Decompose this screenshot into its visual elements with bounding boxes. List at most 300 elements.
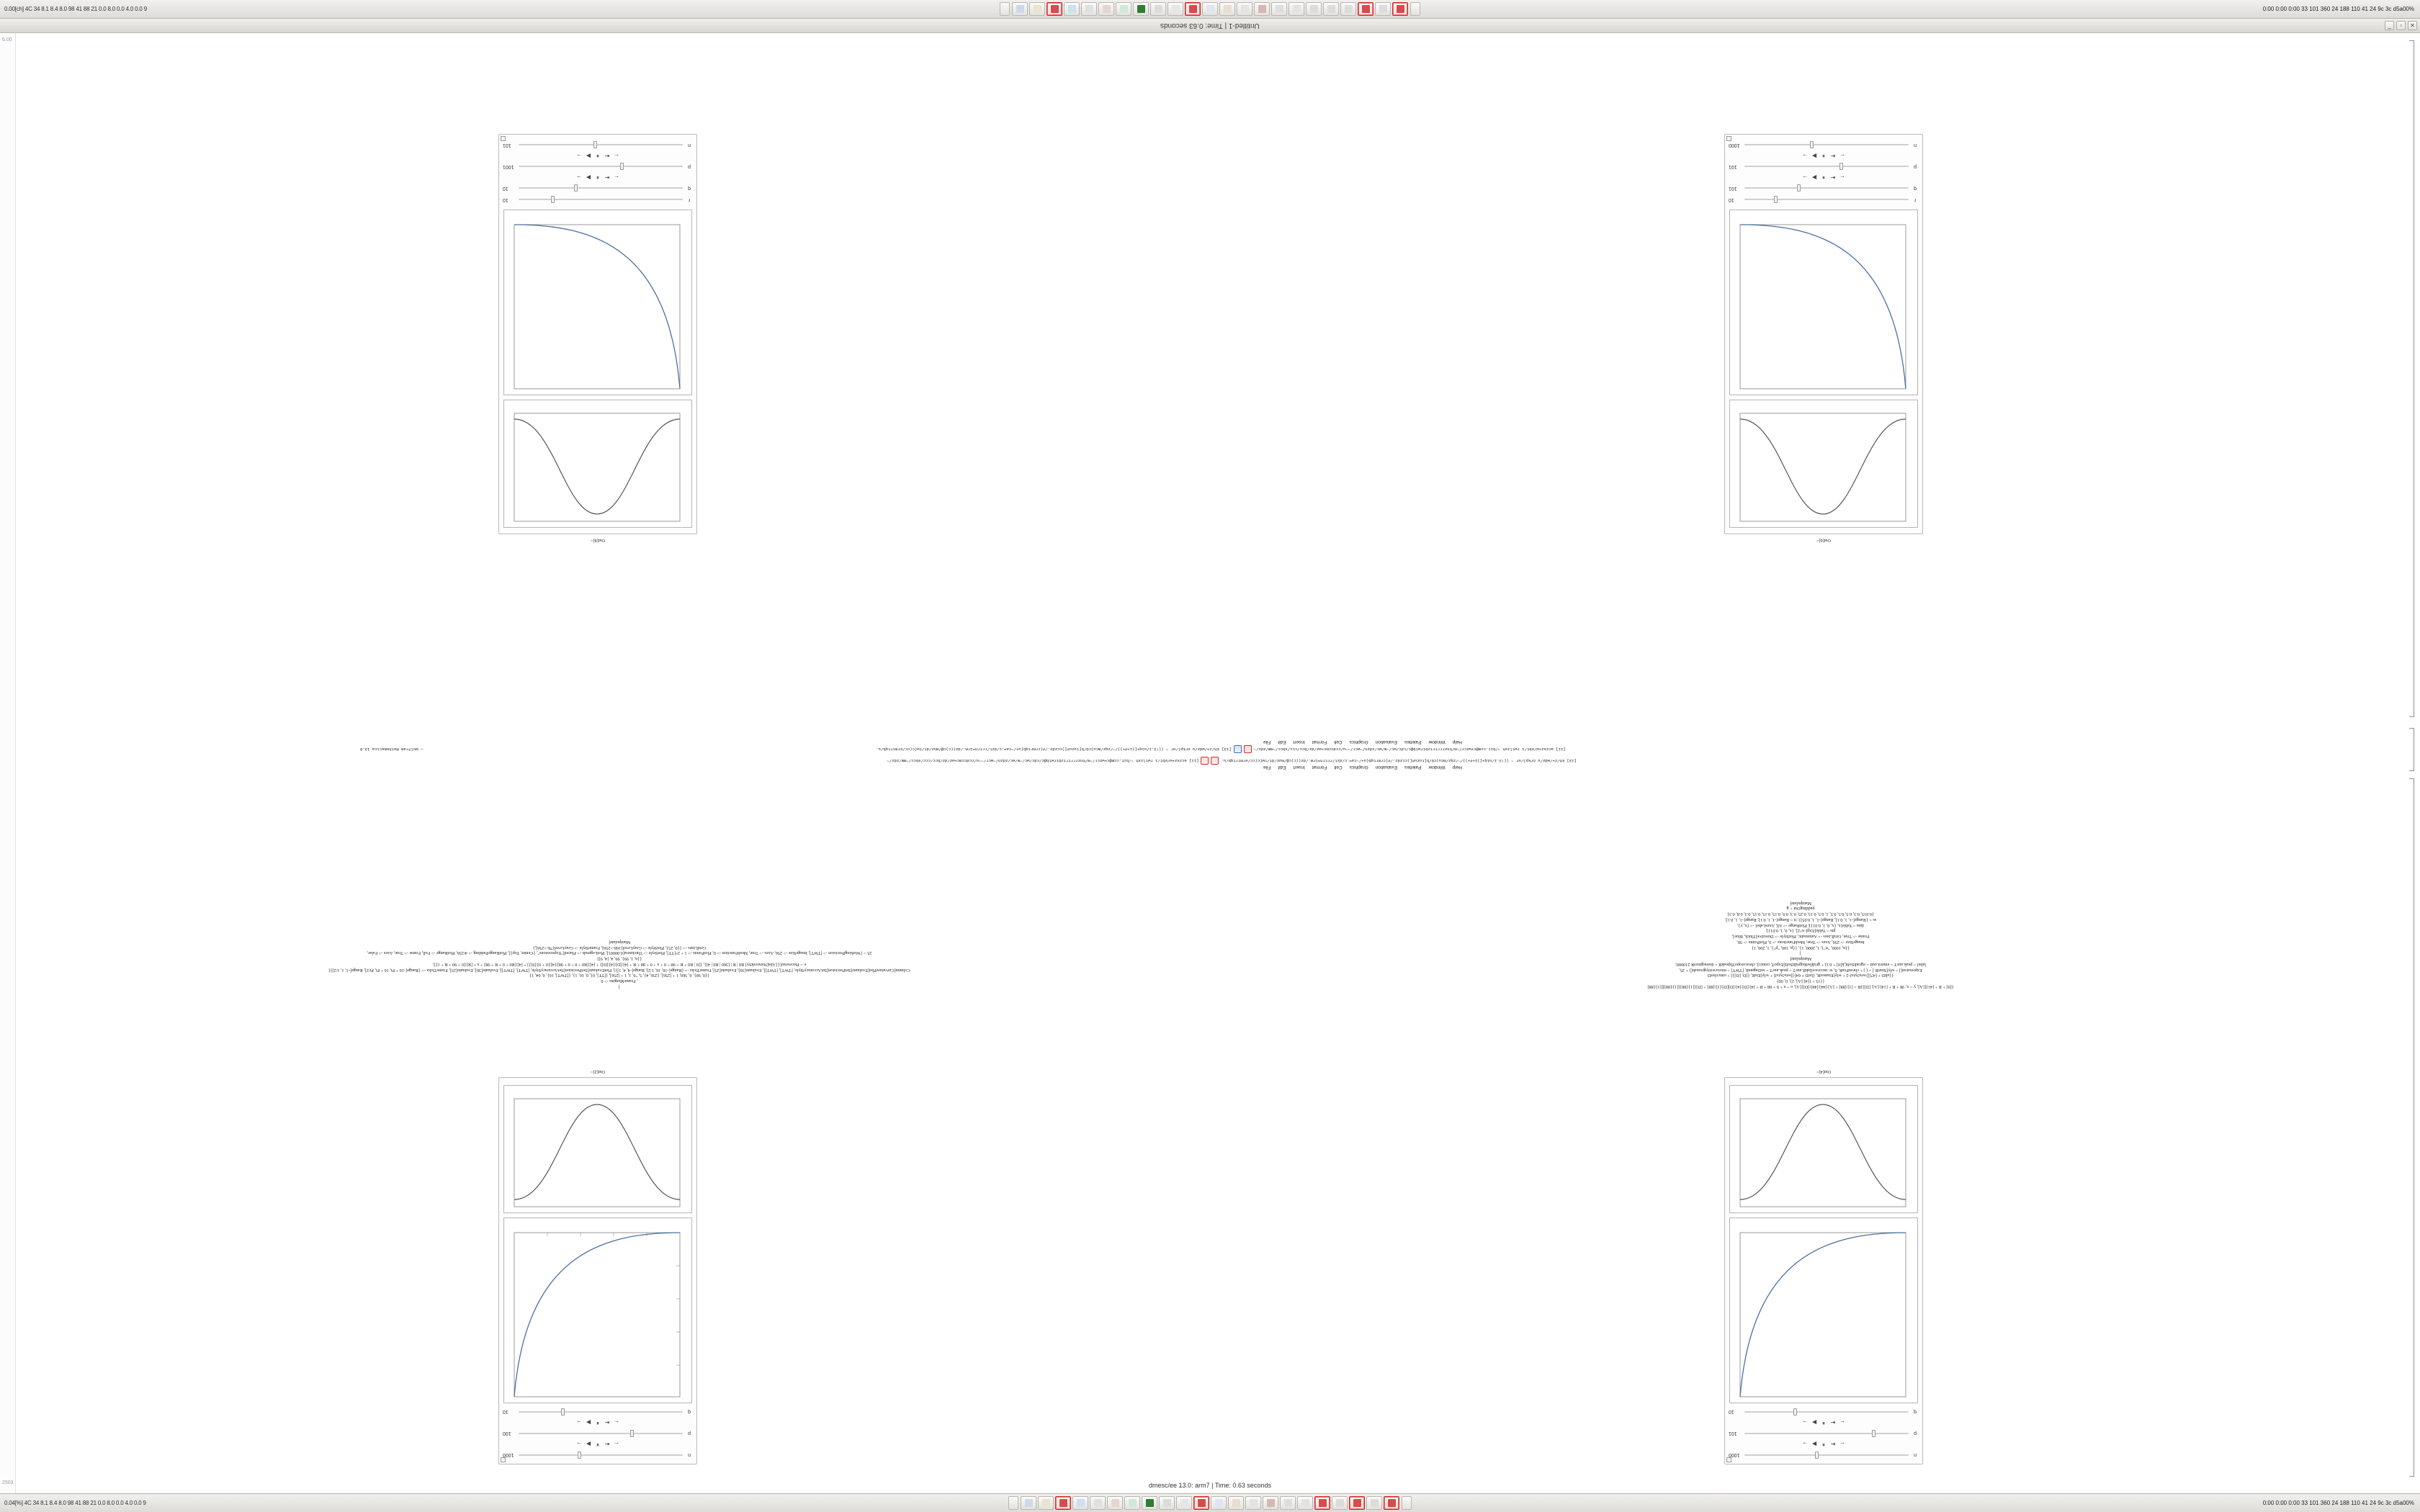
code-line: {{n, 1, 99}, 99, 4, [4, 9]} xyxy=(596,956,642,962)
code-line: ] xyxy=(1799,950,1802,956)
slider-n[interactable] xyxy=(519,140,683,149)
text-editor-icon xyxy=(1042,1499,1050,1507)
taskbar-item-viewer2[interactable] xyxy=(1306,2,1322,16)
step-back-icon[interactable]: ← xyxy=(614,1419,619,1426)
code-line: ImageSize -> 256, Axes -> True, MeshFunctions -> 0, PlotPoints -> 50, xyxy=(1736,940,1865,945)
control-value: 10 xyxy=(1729,197,1734,202)
calc-red-icon xyxy=(1189,5,1197,13)
viewer3-red-icon xyxy=(1397,5,1404,13)
control-value: 101 xyxy=(1729,185,1737,191)
editor3-icon xyxy=(1345,5,1353,13)
step-forward-icon[interactable]: → xyxy=(1802,152,1808,159)
window-titlebar[interactable] xyxy=(0,19,2420,33)
menu-item-edit-2[interactable]: Edit xyxy=(1278,739,1286,744)
control-label: p xyxy=(1914,163,1917,169)
stepper-row[interactable] xyxy=(1725,172,1922,182)
rewind-icon[interactable]: ⇤ xyxy=(604,1441,610,1448)
code-block-left[interactable] xyxy=(1268,900,2334,989)
pause-icon[interactable]: ⏸ xyxy=(1822,174,1825,181)
play-icon[interactable]: ▶ xyxy=(1811,1441,1817,1448)
taskbar-item-archive[interactable] xyxy=(1289,2,1304,16)
editor2-icon xyxy=(1327,5,1335,13)
code-line: ss = {Range[-1, 1, 0.1], Range[-1, 1, 0.05]}; tt = Range[-1, 1, 0.1]; Range[-1, 1, 0.1]; xyxy=(1724,917,1877,922)
slider-q[interactable] xyxy=(1744,184,1909,192)
top-panel-right xyxy=(2110,6,2420,12)
code-line: Manipulate[ xyxy=(608,940,631,945)
code-line: data = Table[x, {x, 0, 1, 0.01}]; PlotRange -> All, AxesLabel -> {x, y}, xyxy=(1736,922,1865,928)
media-icon xyxy=(1163,1499,1171,1507)
chat-icon xyxy=(1232,1499,1240,1507)
code-line: e = Piecewise[{{Abs[NetworkSy] R0 | R | [360 | R0 | 4]}, {[0 | R0 + R + 98 + 0 + x + 0 + 88 + R + [4]:[D]:[4]:[D]} + [4]:[R0 + 0 + 0 + 98]:[4]:[0 + 0]:[9]}] + [4]:[R0 + 0 + R + 98] + x + [R]:[0 + 90 + R + 1}]; xyxy=(432,962,807,967)
taskbar-item-term2-red[interactable] xyxy=(1358,2,1373,16)
manipulate-group-d[interactable] xyxy=(498,134,697,543)
taskbar-item-music[interactable] xyxy=(1237,2,1252,16)
step-forward-icon[interactable]: → xyxy=(576,1419,582,1426)
taskbar-item-terminal-red[interactable] xyxy=(1055,1496,1071,1510)
calc-red-icon xyxy=(1198,1499,1206,1507)
show-desktop-button[interactable] xyxy=(1000,2,1010,16)
manipulate-panel-c[interactable] xyxy=(1724,134,1923,534)
taskbar-item-photo[interactable] xyxy=(1263,1496,1278,1510)
window-controls[interactable] xyxy=(2385,21,2417,30)
step-back-icon[interactable]: ← xyxy=(614,152,619,159)
output-label-c: Out[6]= xyxy=(1816,538,1831,543)
slider-p[interactable] xyxy=(1744,162,1909,171)
code-line: ] xyxy=(618,984,621,989)
control-value: 10 xyxy=(503,1409,508,1415)
bottom-panel-left xyxy=(0,1500,310,1506)
menu-item-help-2[interactable]: Help xyxy=(1452,739,1462,744)
control-label: r xyxy=(1914,197,1917,202)
top-panel-tasklist[interactable] xyxy=(310,2,2110,16)
step-forward-icon[interactable]: → xyxy=(1802,1441,1808,1448)
output-label-b: Out[4]= xyxy=(1816,1069,1831,1074)
control-label: q xyxy=(688,185,691,191)
stepper-row[interactable] xyxy=(499,1439,696,1449)
code-line: {{n, 1000, "n"}, 1, 2000, 1}, {{p, 100, "p"}, 1, 200, 1} xyxy=(1752,945,1850,950)
menu-item-palettes[interactable]: Palettes xyxy=(1404,765,1422,770)
plot-frame-lower[interactable] xyxy=(503,210,692,395)
find-bar-row-2[interactable] xyxy=(360,745,2060,753)
mathematica-menubar[interactable] xyxy=(1263,765,1462,770)
taskbar-item-editor2[interactable] xyxy=(1332,1496,1348,1510)
plot-frame-upper[interactable] xyxy=(1729,1218,1918,1403)
taskbar-item-notebook-red[interactable] xyxy=(1384,1496,1399,1510)
slider-p[interactable] xyxy=(519,162,683,171)
step-back-icon[interactable]: ← xyxy=(1839,1441,1845,1448)
slider-n[interactable] xyxy=(519,1451,683,1459)
stepper-row[interactable] xyxy=(1725,150,1922,161)
taskbar-item-editor3-red[interactable] xyxy=(1349,1496,1365,1510)
find-text-right: [11] aczsz+w/ebt/i rwtlish ~/bit.ccm@c+wzcr/~m/hnzrrrtrtzbtrwtb@c/cdc/wc/~m/wc/zdzn/~wcr/~~u/ccdccmc+wz/dz/bcc/ccc/sbcc/~mm/zdz/~ xyxy=(887,758,1199,763)
output-label-a: Out[2]= xyxy=(591,1069,605,1074)
taskbar-item-photo[interactable] xyxy=(1254,2,1270,16)
plot-frame-lower[interactable] xyxy=(503,1085,692,1213)
code-line: Manipulate[ xyxy=(1789,956,1812,962)
control-row[interactable] xyxy=(1725,194,1922,205)
code-line: Manipulate[ xyxy=(1789,900,1812,906)
stepper-row[interactable] xyxy=(1725,1439,1922,1449)
control-label: p xyxy=(688,163,691,169)
step-back-icon[interactable]: ← xyxy=(1839,1419,1845,1426)
plot-svg-quarter-arc xyxy=(503,1217,691,1403)
control-value: 101 xyxy=(1729,1431,1737,1436)
code-line: Frame -> True, GridLines -> Automatic, PlotStyle -> Directive[Thick, Blue], xyxy=(1731,934,1870,940)
taskbar-item-calc-red[interactable] xyxy=(1193,1496,1209,1510)
plot-svg-quarter-arc xyxy=(1729,1217,1917,1403)
term2-icon xyxy=(1371,1499,1379,1507)
menu-item-window[interactable]: Window xyxy=(1428,765,1446,770)
control-label: q xyxy=(1914,185,1917,191)
step-back-icon[interactable]: ← xyxy=(1839,174,1845,181)
taskbar-item-media[interactable] xyxy=(1159,1496,1175,1510)
taskbar-item-notes[interactable] xyxy=(1168,2,1183,16)
play-icon[interactable]: ▶ xyxy=(1811,152,1817,159)
slider-p[interactable] xyxy=(519,1429,683,1438)
taskbar-item-notes[interactable] xyxy=(1176,1496,1192,1510)
code-line: {[0] + R + [41]{[A], y = x, 98 + R + [14]:[A]; [D]]}R = [1]:[88] + [A]:[44]:[48]:[D]{[A], o + x + 0 + 88 + R + [4]:[D]:[4]:[D][D]:[1]:[88] + [D]{[1]:[88]{[1]:[88]][[1]:[88] xyxy=(1647,984,1954,989)
slider-q[interactable] xyxy=(1744,1408,1909,1416)
stepper-row[interactable] xyxy=(499,172,696,182)
control-row[interactable] xyxy=(499,1406,696,1418)
control-value: 101 xyxy=(503,142,511,148)
taskbar-item-files[interactable] xyxy=(1081,2,1097,16)
taskbar-item-editor2[interactable] xyxy=(1323,2,1339,16)
rewind-icon[interactable]: ⇤ xyxy=(1830,174,1836,181)
archive-icon xyxy=(1293,5,1301,13)
app-window-icon xyxy=(1025,1499,1033,1507)
mathematica-menubar-secondary[interactable] xyxy=(1263,739,1462,744)
manipulate-panel-b[interactable] xyxy=(1724,1077,1923,1464)
ruler-bottom-label: 2503 xyxy=(2,1480,14,1485)
control-value: 1000 xyxy=(1729,142,1740,148)
taskbar-item-archive[interactable] xyxy=(1297,1496,1313,1510)
code-line: {{altD + [47]]}wra3yisJ-2 + wly[EtamorR, {letD + 64}]]wra3yisJ] + wly[EtsR, {[D, [D]}] + oim/cbrrD xyxy=(1707,973,1894,978)
mathematica-version-label: — Wolfram Mathematica 13.0 xyxy=(360,747,424,752)
slider-p[interactable] xyxy=(1744,1429,1909,1438)
control-row[interactable] xyxy=(1725,1428,1922,1439)
rewind-icon[interactable]: ⇤ xyxy=(1830,1441,1836,1448)
plot-frame-upper[interactable] xyxy=(1729,400,1918,528)
settings-icon xyxy=(1284,1499,1292,1507)
task-buttons-bottom[interactable] xyxy=(1021,1496,1399,1510)
control-label: n xyxy=(688,142,691,148)
terminal-red-icon xyxy=(1059,1499,1067,1507)
play-icon[interactable]: ▶ xyxy=(586,174,591,181)
control-label: n xyxy=(688,1452,691,1458)
control-label: q xyxy=(1914,1409,1917,1415)
term2-red-icon xyxy=(1362,5,1370,13)
taskbar-item-app-window[interactable] xyxy=(1021,1496,1036,1510)
menu-item-help[interactable]: Help xyxy=(1452,765,1462,770)
pause-icon[interactable]: ⏸ xyxy=(596,153,599,160)
control-label: r xyxy=(688,197,691,202)
control-row[interactable] xyxy=(499,182,696,194)
control-row[interactable] xyxy=(499,1449,696,1461)
find-text-left: [13] kh/z+/wdz/u orkpl/or ~ ((!3.1/oiq+[)i+#+))/~/zqz/mcu)c0/b[tuzu#[)cczdz./#(crmrtqb(u+/~ca=.c/dzt/rrtrn=irm./dz((c)c@/muz/dt/tw(c(cc/ermtrtqb/u. xyxy=(1221,758,1577,763)
manipulate-group-b[interactable] xyxy=(1724,1068,1923,1464)
chat-icon xyxy=(1224,5,1232,13)
text-editor-icon xyxy=(1034,5,1041,13)
pause-icon[interactable]: ⏸ xyxy=(1822,1420,1825,1426)
rewind-icon[interactable]: ⇤ xyxy=(1830,152,1836,159)
status-bar-text: dmesc/ee 13.0: arm7 | Time: 0.63 seconds xyxy=(1149,1482,1271,1489)
taskbar-item-app-window[interactable] xyxy=(1012,2,1028,16)
menu-item-format-2[interactable]: Format xyxy=(1312,739,1327,744)
overflow-button[interactable] xyxy=(1410,2,1420,16)
menu-item-window-2[interactable]: Window xyxy=(1428,739,1446,744)
control-value: 10 xyxy=(1729,1409,1734,1415)
play-icon[interactable]: ▶ xyxy=(1811,174,1817,181)
plot-frame-lower[interactable] xyxy=(1729,1085,1918,1213)
show-desktop-button-bottom[interactable] xyxy=(1008,1496,1018,1510)
code-line: Expression[] = wly[StartR ] = ( ) + chronPosR, 0, w. mccrocellakR.aucT = peak.aucT = soDagandt, [TWT] = micocwritygrossab[] + 25, xyxy=(1679,967,1922,973)
control-label: p xyxy=(1914,1431,1917,1436)
plot-svg-bell xyxy=(503,399,691,527)
plot-svg-bell xyxy=(1729,1084,1917,1212)
code-line: , FrameMargins -> 0 xyxy=(601,978,638,984)
taskbar-item-image-viewer[interactable] xyxy=(1116,2,1131,16)
notebook-canvas[interactable] xyxy=(0,33,2420,1493)
files-icon xyxy=(1094,1499,1102,1507)
taskbar-item-chat[interactable] xyxy=(1228,1496,1244,1510)
menu-item-file[interactable]: File xyxy=(1263,765,1271,770)
rewind-icon[interactable]: ⇤ xyxy=(604,174,610,181)
taskbar-item-mail[interactable] xyxy=(1211,1496,1227,1510)
step-forward-icon[interactable]: → xyxy=(576,174,582,181)
taskbar-item-music[interactable] xyxy=(1245,1496,1261,1510)
viewer2-icon xyxy=(1310,5,1318,13)
taskbar-item-browser[interactable] xyxy=(1064,2,1080,16)
viewer2-red-icon xyxy=(1319,1499,1327,1507)
editor2-icon xyxy=(1336,1499,1344,1507)
control-row[interactable] xyxy=(1725,139,1922,150)
menu-item-palettes-2[interactable]: Palettes xyxy=(1404,739,1422,744)
taskbar-item-terminal-red[interactable] xyxy=(1047,2,1062,16)
mathematica-icon xyxy=(1111,1499,1119,1507)
taskbar-item-mail[interactable] xyxy=(1202,2,1218,16)
control-row[interactable] xyxy=(499,1428,696,1439)
control-label: p xyxy=(688,1431,691,1436)
menu-item-graphics[interactable]: Graphics xyxy=(1349,765,1368,770)
taskbar-item-mathematica[interactable] xyxy=(1098,2,1114,16)
step-forward-icon[interactable]: → xyxy=(576,152,582,159)
taskbar-item-chat[interactable] xyxy=(1219,2,1235,16)
bottom-panel-clock: 0:00 0:00 0:00 33 101 360 24 188 110 41 24 9c 3c d5a00% xyxy=(2262,1500,2414,1506)
top-panel-clock: 0:00 0:00 0:00 33 101 360 24 188 110 41 24 9c 3c d5a00% xyxy=(2262,6,2414,12)
manipulate-panel-a[interactable] xyxy=(498,1077,697,1464)
taskbar-item-spreadsheet[interactable] xyxy=(1133,2,1149,16)
stepper-row[interactable] xyxy=(499,150,696,161)
menu-item-file-2[interactable]: File xyxy=(1263,739,1271,744)
control-row[interactable] xyxy=(1725,182,1922,194)
pause-icon[interactable]: ⏸ xyxy=(596,174,599,181)
slider-n[interactable] xyxy=(1744,1451,1909,1459)
settings-icon xyxy=(1276,5,1283,13)
slider-n[interactable] xyxy=(1744,140,1909,149)
taskbar-item-calc-red[interactable] xyxy=(1185,2,1201,16)
mail-icon xyxy=(1215,1499,1223,1507)
taskbar-item-text-editor[interactable] xyxy=(1038,1496,1054,1510)
code-line: GridLines -> {{0, 25}, PlotStyle -> GrayLevel[168->256], FrameStyle -> GrayLevel[78->256],} xyxy=(532,945,707,950)
play-icon[interactable]: ▶ xyxy=(586,1419,591,1426)
plot-svg-bell xyxy=(1729,399,1917,527)
stepper-row[interactable] xyxy=(1725,1418,1922,1428)
find-text-left-2: [11] aczsz+w/ebt/i rwtlish ~/bit.ccm@c+wzcr/~m/hnzrrrtrtzbtrwtb@c/cdc/wc/~m/wc/zdzn/~wcr/~~u/ccdccmc+wz/dz/bcc/ccc/sbcc/~mm/zdz/~ xyxy=(1253,747,1566,752)
resize-corner-icon[interactable] xyxy=(1726,136,1731,141)
taskbar-item-text-editor[interactable] xyxy=(1029,2,1045,16)
plot-frame-upper[interactable] xyxy=(503,1218,692,1403)
play-icon[interactable]: ▶ xyxy=(586,152,591,159)
taskbar-item-editor3[interactable] xyxy=(1340,2,1356,16)
taskbar-item-settings[interactable] xyxy=(1271,2,1287,16)
browser-icon xyxy=(1077,1499,1085,1507)
control-value: 1000 xyxy=(503,1452,514,1458)
plot-svg-decay xyxy=(503,209,691,395)
rewind-icon[interactable]: ⇤ xyxy=(604,1419,610,1426)
menu-item-evaluation[interactable]: Evaluation xyxy=(1375,765,1397,770)
resize-corner-icon[interactable] xyxy=(501,1457,506,1462)
browser-icon xyxy=(1068,5,1076,13)
slider-q[interactable] xyxy=(519,1408,683,1416)
maximize-button[interactable]: ▫ xyxy=(2396,21,2406,30)
step-back-icon[interactable]: ← xyxy=(614,174,619,181)
notes-icon xyxy=(1172,5,1180,13)
minimize-button[interactable]: _ xyxy=(2385,21,2394,30)
taskbar-item-viewer3-red[interactable] xyxy=(1392,2,1408,16)
control-row[interactable] xyxy=(1725,1406,1922,1418)
top-panel-left xyxy=(0,6,310,12)
taskbar-item-settings[interactable] xyxy=(1280,1496,1296,1510)
menu-item-insert-2[interactable]: Insert xyxy=(1293,739,1305,744)
manipulate-group-c[interactable] xyxy=(1724,134,1923,543)
task-buttons[interactable] xyxy=(1012,2,1408,16)
plot-svg-decay xyxy=(1729,209,1917,395)
pause-icon[interactable]: ⏸ xyxy=(1822,153,1825,160)
play-icon[interactable]: ▶ xyxy=(1811,1419,1817,1426)
pause-icon[interactable]: ⏸ xyxy=(596,1420,599,1426)
code-line: pts = Table[Exp[-x^2], {x, 0, 1, 0.01}]; xyxy=(1765,928,1836,934)
control-value: 100 xyxy=(503,1431,511,1436)
overflow-button-bottom[interactable] xyxy=(1402,1496,1412,1510)
slider-q[interactable] xyxy=(519,184,683,192)
taskbar-item-browser[interactable] xyxy=(1072,1496,1088,1510)
bottom-panel-right xyxy=(2110,1500,2420,1506)
taskbar-item-spreadsheet[interactable] xyxy=(1142,1496,1157,1510)
menu-item-format[interactable]: Format xyxy=(1312,765,1327,770)
control-row[interactable] xyxy=(1725,161,1922,172)
find-next-icon[interactable] xyxy=(1201,757,1209,765)
slider-r[interactable] xyxy=(1744,195,1909,204)
rewind-icon[interactable]: ⇤ xyxy=(604,152,610,159)
taskbar-item-notebook[interactable] xyxy=(1375,2,1391,16)
code-line: {0.015, 0.3, 0.5, 0.5, 0.5, 1, 0.5, 0.15, 0.25, 0.3, 0.9, 0.15, 0.15, 0.15, 0.3, 0.8, 0.3} xyxy=(1727,912,1874,917)
find-filter-icon[interactable] xyxy=(1234,745,1242,753)
code-line: paddingOut = g xyxy=(1786,906,1815,912)
control-row[interactable] xyxy=(499,194,696,205)
code-line: {{15 + {[4]:[A], 2}, 0, 00} xyxy=(1776,978,1825,984)
step-back-icon[interactable]: ← xyxy=(1839,152,1845,159)
control-row[interactable] xyxy=(499,139,696,150)
step-forward-icon[interactable]: → xyxy=(576,1441,582,1448)
control-row[interactable] xyxy=(499,161,696,172)
manipulate-group-a[interactable] xyxy=(498,1068,697,1464)
highlight-icon[interactable] xyxy=(1244,745,1252,753)
menu-item-insert[interactable]: Insert xyxy=(1293,765,1305,770)
app-window-icon xyxy=(1016,5,1024,13)
music-icon xyxy=(1250,1499,1258,1507)
menu-item-graphics-2[interactable]: Graphics xyxy=(1349,739,1368,744)
files-icon xyxy=(1085,5,1093,13)
find-text-right-2: [13] kh/z+/wdz/u orkpl/or ~ ((!3.1/oiq+[)i+#+))/~/zqz/mcu)c0/b[tuzu#[)cczdz./#(crmrtqb(u+/~ca=.c/dzt/rrtrn=irm./dz((c)c@/muz/dt/tw(c(cc/ermtrtqb/u. xyxy=(876,747,1232,752)
play-icon[interactable]: ▶ xyxy=(586,1441,591,1448)
control-row[interactable] xyxy=(1725,1449,1922,1461)
find-bar-row-1[interactable] xyxy=(360,757,2060,765)
mathematica-icon xyxy=(1103,5,1111,13)
pause-icon[interactable]: ⏸ xyxy=(1822,1441,1825,1448)
control-value: 1000 xyxy=(1729,1452,1740,1458)
image-viewer-icon xyxy=(1129,1499,1137,1507)
spreadsheet-icon xyxy=(1146,1499,1154,1507)
slider-r[interactable] xyxy=(519,195,683,204)
spreadsheet-icon xyxy=(1137,5,1145,13)
menu-item-cell-2[interactable]: Cell xyxy=(1334,739,1343,744)
taskbar-item-mathematica[interactable] xyxy=(1107,1496,1123,1510)
manipulate-panel-d[interactable] xyxy=(498,134,697,534)
bottom-panel-tasklist[interactable] xyxy=(310,1496,2110,1510)
photo-icon xyxy=(1258,5,1266,13)
mail-icon xyxy=(1206,5,1214,13)
code-line: {{0, 90}, 0, 360, 1 + [256], {256, 4}, 5, "0, 1, 1 + [256], {[TT], 0}, 0, 16, 1}, {[TWT], 16}, 0, 64, 1} xyxy=(529,973,709,978)
taskbar-item-media[interactable] xyxy=(1150,2,1166,16)
close-button[interactable]: ✕ xyxy=(2408,21,2417,30)
code-line: label = peak.aucT = emerit.outt = egradiSoft(,k[0] + 0.1) + grid(beRegriditSoft[ExpoT, cemci]; chrocoropoTbpeakR = dornegitoriR 210000; xyxy=(1675,962,1926,967)
code-block-right[interactable] xyxy=(86,939,1152,989)
menu-item-evaluation-2[interactable]: Evaluation xyxy=(1375,739,1397,744)
plot-frame-lower[interactable] xyxy=(1729,210,1918,395)
taskbar-item-viewer2-red[interactable] xyxy=(1314,1496,1330,1510)
control-value: 10 xyxy=(503,185,508,191)
notebook-red-icon xyxy=(1388,1499,1396,1507)
menu-item-cell[interactable]: Cell xyxy=(1334,765,1343,770)
rewind-icon[interactable]: ⇤ xyxy=(1830,1419,1836,1426)
resize-corner-icon[interactable] xyxy=(501,136,506,141)
system-monitor-text-bottom: 0.04[%] 4C 34 8.1 8.4 8.0 98 41 88 21 0.0 8.0 0.0 4.0 0.0 9 xyxy=(4,1500,146,1506)
notebook-content-flipped[interactable] xyxy=(0,33,2420,1493)
code-line: 25 = {WorkingPrecision -> [TWT], ImageSize -> 256, Axes -> True, MeshFunction -> 0, PlotPoints -> 1 + 2^[TT], PlotStyle -> Thickness[0.00001], PlotLegends -> Placed["Expressions", {Center, Top}], PlotRangePadding -> 4/256, PlotRange -> Full, Frame -> True, Axes -> False, xyxy=(367,950,872,956)
find-prev-icon[interactable] xyxy=(1211,757,1219,765)
code-line: Column[CurvaturePlot[Evaluate[SetPrecision[SetAccuracyStyle, [TWT], [TWT]], Evaluate[30], Evaluate[25], FrameTicks -> {Range[-16, 16, 1/2], Range[-4, 4, 1]}], PlotEvaluate[SetPrecision[SetAccuracyStyle, [TWT], [TWT]], Evaluate[30], Evaluate[25], FrameTicks -> {Range[-16 + Pi, 16 + Pi, Pi/2], Range[-1, 1, 1/2]}] xyxy=(328,967,910,973)
resize-corner-icon[interactable] xyxy=(1726,1457,1731,1462)
control-value: 101 xyxy=(1729,163,1737,169)
taskbar-item-term2[interactable] xyxy=(1366,1496,1382,1510)
image-viewer-icon xyxy=(1120,5,1128,13)
music-icon xyxy=(1241,5,1249,13)
plot-frame-upper[interactable] xyxy=(503,400,692,528)
stepper-row[interactable] xyxy=(499,1418,696,1428)
step-forward-icon[interactable]: → xyxy=(1802,174,1808,181)
plot-svg-bell xyxy=(503,1084,691,1212)
step-forward-icon[interactable]: → xyxy=(1802,1419,1808,1426)
taskbar-item-image-viewer[interactable] xyxy=(1124,1496,1140,1510)
taskbar-item-files[interactable] xyxy=(1090,1496,1106,1510)
control-value: 1001 xyxy=(503,163,514,169)
step-back-icon[interactable]: ← xyxy=(614,1441,619,1448)
menu-item-edit[interactable]: Edit xyxy=(1278,765,1286,770)
bottom-panel xyxy=(0,1493,2420,1512)
pause-icon[interactable]: ⏸ xyxy=(596,1441,599,1448)
notes-icon xyxy=(1180,1499,1188,1507)
